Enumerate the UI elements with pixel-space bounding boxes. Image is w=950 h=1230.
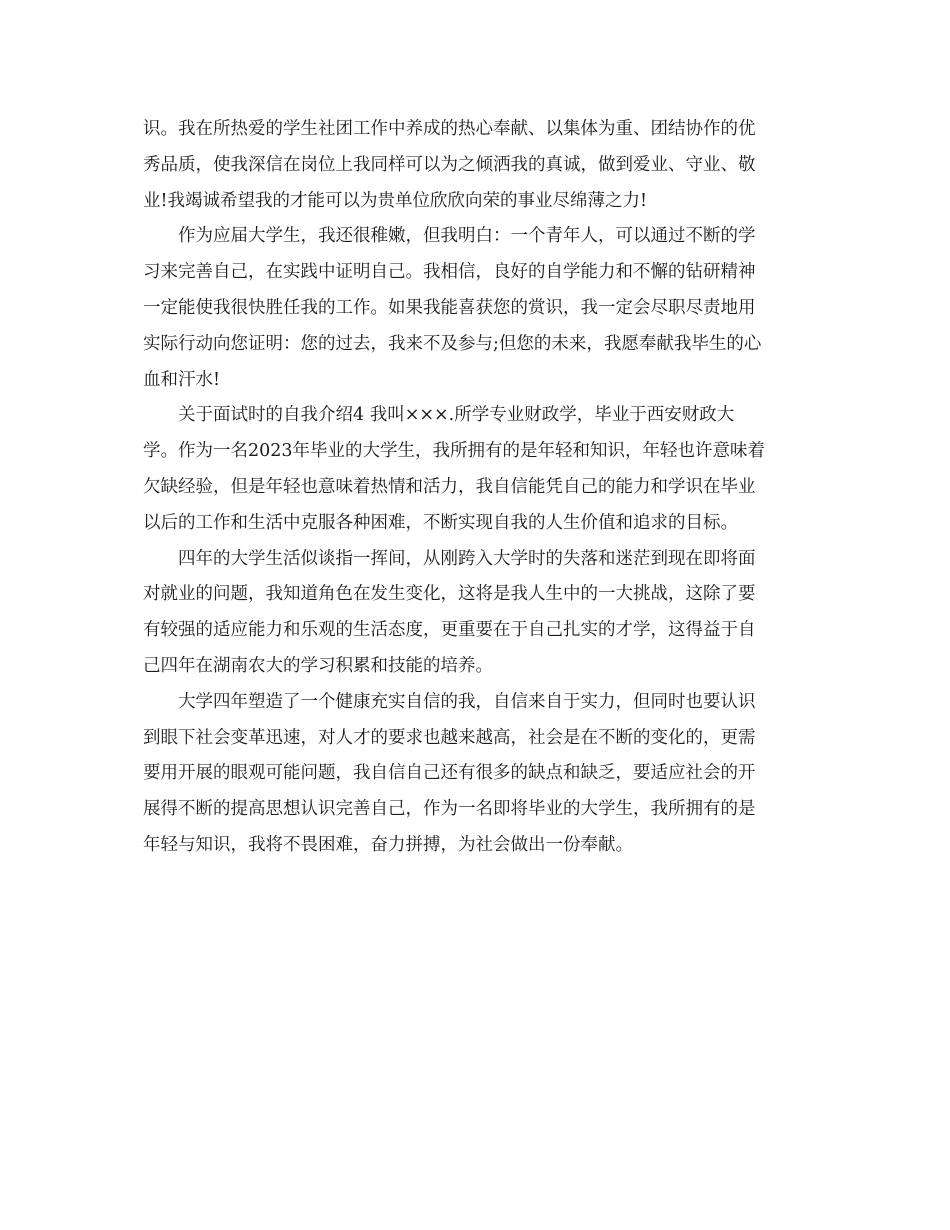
text-line: 业!我竭诚希望我的才能可以为贵单位欣欣向荣的事业尽绵薄之力!: [143, 190, 648, 211]
text-line: 到眼下社会变革迅速，对人才的要求也越来越高，社会是在不断的变化的，更需: [143, 727, 756, 748]
text-line: 关于面试时的自我介绍4 我叫×××.所学专业财政学，毕业于西安财政大: [143, 405, 735, 426]
text-line: 要用开展的眼观可能问题，我自信自己还有很多的缺点和缺乏，要适应社会的开: [143, 763, 756, 784]
text-line: 己四年在湖南农大的学习积累和技能的培养。: [143, 655, 493, 676]
text-line: 作为应届大学生，我还很稚嫩，但我明白：一个青年人，可以通过不断的学: [143, 226, 756, 247]
text-line: 大学四年塑造了一个健康充实自信的我，自信来自于实力，但同时也要认识: [143, 691, 756, 712]
text-line: 年轻与知识，我将不畏困难，奋力拼搏，为社会做出一份奉献。: [143, 834, 633, 855]
text-line: 秀品质，使我深信在岗位上我同样可以为之倾洒我的真诚，做到爱业、守业、敬: [143, 154, 756, 175]
text-line: 学。作为一名2023年毕业的大学生，我所拥有的是年轻和知识，年轻也许意味着: [143, 441, 766, 462]
body-text: [143, 112, 805, 864]
text-line: 有较强的适应能力和乐观的生活态度，更重要在于自己扎实的才学，这得益于自: [143, 620, 756, 641]
text-line: 对就业的问题，我知道角色在发生变化，这将是我人生中的一大挑战，这除了要: [143, 584, 756, 605]
text-line: 实际行动向您证明：您的过去，我来不及参与;但您的未来，我愿奉献我毕生的心: [143, 333, 762, 354]
text-line: 四年的大学生活似谈指一挥间，从刚跨入大学时的失落和迷茫到现在即将面: [143, 548, 756, 569]
text-line: 欠缺经验，但是年轻也意味着热情和活力，我自信能凭自己的能力和学识在毕业: [143, 476, 756, 497]
text-line: 以后的工作和生活中克服各种困难，不断实现自我的人生价值和追求的目标。: [143, 512, 738, 533]
text-line: 识。我在所热爱的学生社团工作中养成的热心奉献、以集体为重、团结协作的优: [143, 119, 756, 139]
text-line: 习来完善自己，在实践中证明自己。我相信，良好的自学能力和不懈的钻研精神: [143, 262, 756, 283]
text-line: 一定能使我很快胜任我的工作。如果我能喜获您的赏识，我一定会尽职尽责地用: [143, 297, 756, 318]
text-line: 血和汗水!: [143, 369, 221, 390]
text-line: 展得不断的提高思想认识完善自己，作为一名即将毕业的大学生，我所拥有的是: [143, 799, 756, 820]
